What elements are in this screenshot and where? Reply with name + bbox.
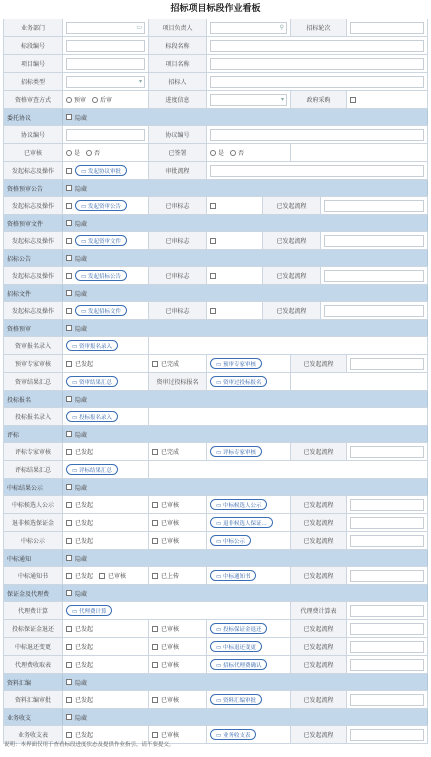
row-projno bbox=[3, 55, 428, 73]
label-projno: 项目编号 bbox=[3, 55, 63, 72]
radio-pre[interactable]: 预审 bbox=[66, 95, 86, 104]
label-bidder: 招标人 bbox=[149, 73, 207, 90]
start-prebid-notice-button[interactable]: ▭ 发起资审公告 bbox=[75, 200, 127, 211]
btype-select[interactable] bbox=[66, 76, 145, 88]
label-progress: 进度信息 bbox=[149, 91, 207, 108]
result-pre-button[interactable]: ▭ 资审结果汇总 bbox=[66, 376, 118, 387]
start-docs-button[interactable]: ▭ 发起招标文件 bbox=[75, 305, 127, 316]
radio-reviewed-no[interactable]: 否 bbox=[86, 148, 100, 157]
projno-field[interactable] bbox=[66, 58, 145, 70]
label-round: 招标轮次 bbox=[291, 19, 347, 36]
archive-button[interactable]: ▭ 资料汇编审批 bbox=[210, 694, 262, 705]
hide-toggle[interactable]: 隐藏 bbox=[63, 109, 428, 125]
win-book-button[interactable]: ▭ 中标通知书 bbox=[210, 570, 256, 581]
radio-signed-no[interactable]: 否 bbox=[230, 148, 244, 157]
income-button[interactable]: ▭ 业务收支表 bbox=[210, 729, 256, 740]
approval-field[interactable] bbox=[210, 165, 424, 177]
row-dept bbox=[3, 19, 428, 37]
agno2-field[interactable] bbox=[210, 129, 424, 141]
footer-note: 说明：本界面仅用于查看标段进度状态及提供作业指引，请不要提交。 bbox=[4, 742, 175, 748]
win-back-button[interactable]: ▭ 中标退还变更 bbox=[210, 641, 262, 652]
gov-checkbox[interactable] bbox=[350, 97, 356, 103]
label-dept: 业务部门 bbox=[3, 19, 63, 36]
fee-button[interactable]: ▭ 代理费计算 bbox=[66, 605, 112, 616]
bidder-field[interactable] bbox=[210, 76, 424, 88]
row-prequal bbox=[3, 91, 428, 109]
bond-back-button[interactable]: ▭ 投标保证金退还 bbox=[210, 623, 267, 634]
round-field[interactable] bbox=[350, 22, 424, 34]
projname-field[interactable] bbox=[210, 58, 424, 70]
section-agreement: 委托协议 隐藏 bbox=[3, 109, 428, 126]
agno-field[interactable] bbox=[66, 129, 145, 141]
start-prebid-file-button[interactable]: ▭ 发起资审文件 bbox=[75, 235, 127, 246]
label-prequal: 资格审查方式 bbox=[3, 91, 63, 108]
progress-select[interactable] bbox=[210, 94, 287, 106]
prebid-form-button[interactable]: ▭ 资审过投标报名 bbox=[210, 376, 267, 387]
bidsign-button[interactable]: ▭ 投标报名录入 bbox=[66, 411, 118, 422]
radio-signed-yes[interactable]: 是 bbox=[210, 148, 224, 157]
label-secname: 标段名称 bbox=[149, 37, 207, 54]
radio-post[interactable]: 后审 bbox=[92, 95, 112, 104]
eval-result-button[interactable]: ▭ 评标结果汇总 bbox=[66, 464, 118, 475]
label-secno: 标段编号 bbox=[3, 37, 63, 54]
chevron-down-icon: ▾ bbox=[280, 96, 284, 103]
row-btype bbox=[3, 73, 428, 91]
win-pub-button[interactable]: ▭ 中标公示 bbox=[210, 535, 251, 546]
label-projname: 项目名称 bbox=[149, 55, 207, 72]
start-agreement-button[interactable]: ▭ 发起协议审批 bbox=[75, 165, 127, 176]
secname-field[interactable] bbox=[210, 40, 424, 52]
dept-picker-icon[interactable]: ▭ bbox=[136, 24, 142, 31]
board-grid: 业务部门 ▭ 项目负责人 ⚲ 招标轮次 标段编号 标段名称 项目编号 项目名称 招标类型 ▾ 招标人 资格审查方式 预审 后审 进度信息 ▾ 政府采购 委托协议 隐藏 协议编号 协议编号 已审核 是 否 已签署 是 否 发起标志及操作 ▭ 发起协议审批 审批流程 资格预审公告 隐藏 发起标志及操作 ▭ 发起资审公告 已审标志 已发起流程 资格预审文件 隐藏 发起标志及操作 ▭ 发起资审文件 已审标志 已发起流程 招标公告 隐藏 发起标志及操作 ▭ 发起招标公告 已审标志 已发起流程 招标文件 隐藏 发起标志及操作 ▭ 发起招标文件 已审标志 已发起流程 资格预审 隐藏 资审报名录入 ▭ 资审报名录入 预审专家审核 已发起 已完成 ▭ 预审专家审核 已发起流程 资审结果汇总 ▭ 资审结果汇总 资审过投标报名 ▭ 资审过投标报名 投标报名 隐藏 投标报名录入 ▭ 投标报名录入 评标 隐藏 评标专家审核 已发起 已完成 ▭ 评标专家审核 已发起流程 评标结果汇总 ▭ 评标结果汇总 中标结果公示 隐藏 中标候选人公示 已发起 已审核 ▭ 中标候选人公示 已发起流程 退非候选保证金 已发起 已审核 ▭ 退非候选人保证... 已发起流程 中标公示 已发起 已审核 ▭ 中标公示 已发起流程 中标通知 隐藏 中标通知书 已发起 已审核 已上传 ▭ 中标通知书 已发起流程 保证金及代理费 隐藏 代理费计算 ▭ 代理费计算 代理费计算表 投标保证金退还 已发起 已审核 ▭ 投标保证金退还 已发起流程 中标退还变更 已发起 已审核 ▭ 中标退还变更 已发起流程 代理费收取表 已发起 已审核 ▭ 招标代理费确认 已发起流程 资料汇编 隐藏 资料汇编审批 已发起 已审核 ▭ 资料汇编审批 已发起流程 业务收支 隐藏 业务收支表 已发起 已审核 ▭ 业务收支表 已发起流程 bbox=[3, 19, 428, 744]
expert-pre-button[interactable]: ▭ 预审专家审核 bbox=[210, 358, 262, 369]
chevron-down-icon: ▾ bbox=[138, 78, 142, 85]
dept-field[interactable] bbox=[66, 22, 145, 34]
owner-field[interactable] bbox=[210, 22, 287, 34]
cand-button[interactable]: ▭ 中标候选人公示 bbox=[210, 499, 267, 510]
start-notice-button[interactable]: ▭ 发起招标公告 bbox=[75, 270, 127, 281]
expert-button[interactable]: ▭ 评标专家审核 bbox=[210, 446, 262, 457]
bond-return-button[interactable]: ▭ 退非候选人保证... bbox=[210, 517, 273, 528]
label-gov: 政府采购 bbox=[291, 91, 347, 108]
secno-field[interactable] bbox=[66, 40, 145, 52]
page-title: 招标项目标段作业看板 bbox=[170, 4, 261, 14]
sign-in-button[interactable]: ▭ 资审报名录入 bbox=[66, 340, 118, 351]
label-owner: 项目负责人 bbox=[149, 19, 207, 36]
radio-reviewed-yes[interactable]: 是 bbox=[66, 148, 80, 157]
user-picker-icon[interactable]: ⚲ bbox=[279, 24, 284, 31]
fee-collect-button[interactable]: ▭ 招标代理费确认 bbox=[210, 659, 267, 670]
label-btype: 招标类型 bbox=[3, 73, 63, 90]
row-secno bbox=[3, 37, 428, 55]
